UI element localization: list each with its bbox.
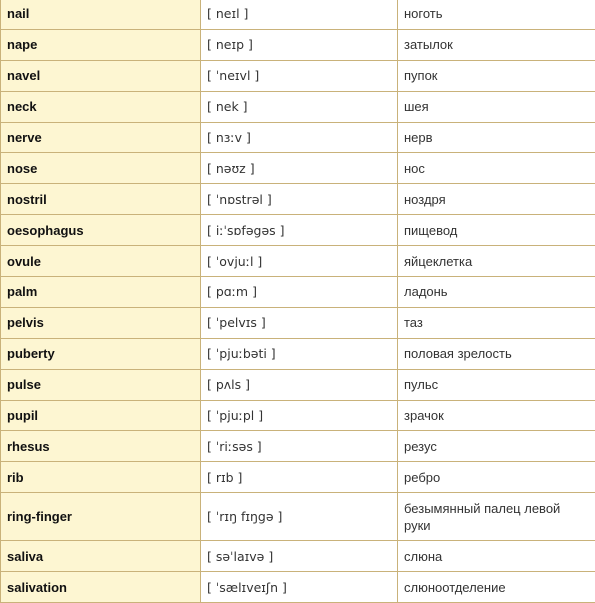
transcription: [ neɪl ] [201, 0, 398, 29]
table-row [1, 369, 595, 400]
table-row [1, 215, 595, 246]
table-row [1, 153, 595, 184]
russian-translation: яйцеклетка [398, 246, 595, 277]
english-word: neck [1, 91, 201, 122]
english-word: pupil [1, 400, 201, 431]
table-row [1, 462, 595, 493]
english-word: nerve [1, 122, 201, 153]
russian-translation: ноготь [398, 0, 595, 29]
table-row [1, 431, 595, 462]
russian-translation: пищевод [398, 215, 595, 246]
table-row [1, 246, 595, 277]
table-row [1, 122, 595, 153]
russian-translation: слюна [398, 541, 595, 572]
transcription: [ nɜːv ] [201, 122, 398, 153]
transcription: [ ˈovjuːl ] [201, 246, 398, 277]
english-word: puberty [1, 338, 201, 369]
transcription: [ iːˈsɒfəgəs ] [201, 215, 398, 246]
russian-translation: безымянный палец левой руки [398, 493, 595, 541]
transcription: [ neɪp ] [201, 29, 398, 60]
table-row [1, 338, 595, 369]
russian-translation: таз [398, 307, 595, 338]
english-word: pulse [1, 369, 201, 400]
table-row [1, 277, 595, 308]
russian-translation: нос [398, 153, 595, 184]
vocabulary-table-body [1, 0, 595, 603]
english-word: ovule [1, 246, 201, 277]
english-word: ring-finger [1, 493, 201, 541]
russian-translation: слюноотделение [398, 572, 595, 603]
english-word: saliva [1, 541, 201, 572]
english-word: rhesus [1, 431, 201, 462]
russian-translation: половая зрелость [398, 338, 595, 369]
transcription: [ nəʊz ] [201, 153, 398, 184]
english-word: nail [1, 0, 201, 29]
transcription: [ səˈlaɪvə ] [201, 541, 398, 572]
transcription: [ pʌls ] [201, 369, 398, 400]
table-row [1, 541, 595, 572]
russian-translation: резус [398, 431, 595, 462]
russian-translation: пупок [398, 60, 595, 91]
english-word: salivation [1, 572, 201, 603]
transcription: [ ˈriːsəs ] [201, 431, 398, 462]
table-row [1, 29, 595, 60]
transcription: [ ˈpjuːbəti ] [201, 338, 398, 369]
table-row [1, 493, 595, 541]
russian-translation: зрачок [398, 400, 595, 431]
table-row [1, 0, 595, 29]
transcription: [ rɪb ] [201, 462, 398, 493]
english-word: rib [1, 462, 201, 493]
transcription: [ ˈnɒstrəl ] [201, 184, 398, 215]
table-row [1, 60, 595, 91]
russian-translation: нерв [398, 122, 595, 153]
table-row [1, 307, 595, 338]
transcription: [ ˈneɪvl ] [201, 60, 398, 91]
russian-translation: ребро [398, 462, 595, 493]
table-row [1, 91, 595, 122]
transcription: [ nek ] [201, 91, 398, 122]
english-word: nose [1, 153, 201, 184]
english-word: oesophagus [1, 215, 201, 246]
russian-translation: пульс [398, 369, 595, 400]
table-row [1, 572, 595, 603]
english-word: nape [1, 29, 201, 60]
russian-translation: ладонь [398, 277, 595, 308]
russian-translation: шея [398, 91, 595, 122]
russian-translation: затылок [398, 29, 595, 60]
english-word: nostril [1, 184, 201, 215]
transcription: [ ˈsælɪveɪʃn ] [201, 572, 398, 603]
table-row [1, 184, 595, 215]
transcription: [ pɑːm ] [201, 277, 398, 308]
transcription: [ ˈpjuːpl ] [201, 400, 398, 431]
table-row [1, 400, 595, 431]
english-word: palm [1, 277, 201, 308]
english-word: navel [1, 60, 201, 91]
english-word: pelvis [1, 307, 201, 338]
russian-translation: ноздря [398, 184, 595, 215]
transcription: [ ˈpelvɪs ] [201, 307, 398, 338]
transcription: [ ˈrɪŋ fɪŋgə ] [201, 493, 398, 541]
